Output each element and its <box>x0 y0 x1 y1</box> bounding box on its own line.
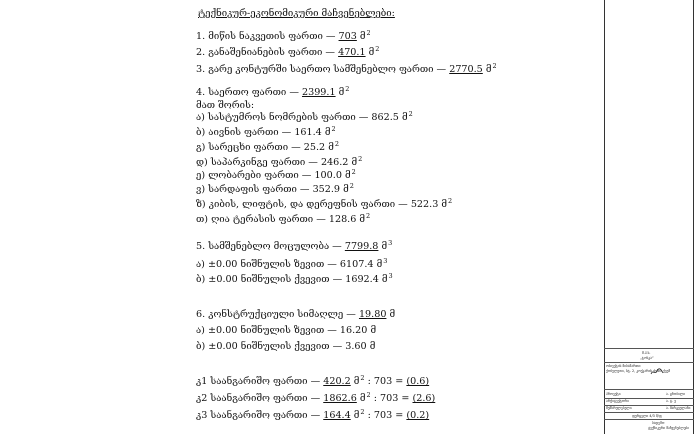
coefficient-colon: : <box>367 376 371 387</box>
title-block-line <box>604 362 694 363</box>
row-letter: დ) <box>196 157 208 168</box>
item-value: 703 <box>338 31 357 42</box>
row-value: 522.3 <box>410 199 439 210</box>
item-building-volume <box>196 241 392 253</box>
coefficient-unit: მ <box>359 393 366 404</box>
coefficient-equals: = <box>401 393 410 404</box>
row-unit-exponent: 2 <box>447 197 453 205</box>
row-label: ±0.00 ნიშნულის ქვევით — <box>208 274 343 285</box>
area-breakdown-row <box>196 184 354 196</box>
item-structural-height <box>196 309 395 321</box>
coefficient-value: 420.2 <box>323 376 351 387</box>
item-value: 2770.5 <box>449 64 483 75</box>
coefficient-divisor: 703 <box>373 376 393 387</box>
row-unit-exponent: 2 <box>334 140 339 148</box>
frame-line-inner <box>693 0 694 434</box>
title-block-footer-stage: სადემო <box>652 421 665 425</box>
row-unit: მ <box>351 157 358 168</box>
item-land-area <box>196 31 371 43</box>
item-unit-exponent: 3 <box>388 239 393 247</box>
coefficient-colon: : <box>367 410 371 421</box>
item-number: 2. <box>196 47 206 58</box>
coefficient-code: კ3 <box>196 410 208 421</box>
row-label: ±0.00 ნიშნულის ზევით — <box>208 259 337 270</box>
row-letter: ვ) <box>196 184 206 195</box>
volume-row <box>196 259 387 271</box>
row-letter: ა) <box>196 325 205 336</box>
title-block-person: ა. ცნობილი <box>666 392 686 396</box>
row-label: ±0.00 ნიშნულის ქვევით — <box>208 341 343 352</box>
coefficient-result: (0.6) <box>406 376 430 387</box>
row-letter: ბ) <box>196 274 206 285</box>
coefficient-result: (0.2) <box>406 410 430 421</box>
row-unit-exponent: 2 <box>349 182 354 190</box>
coefficient-unit-exponent: 2 <box>360 374 365 382</box>
title-block-line <box>604 419 694 420</box>
height-row <box>196 325 376 337</box>
row-value: 25.2 <box>303 142 326 153</box>
signature-mark <box>650 368 664 376</box>
row-unit-exponent: 2 <box>366 212 371 220</box>
coefficient-row <box>196 410 429 422</box>
title-block-person: ა. მარგველანი <box>666 406 691 410</box>
coefficient-result: (2.6) <box>412 393 436 404</box>
item-unit-exponent: 2 <box>492 62 497 70</box>
title-block-line <box>604 389 694 390</box>
item-number: 3. <box>196 64 206 75</box>
area-breakdown-row <box>196 170 356 182</box>
item-number: 1. <box>196 31 206 42</box>
title-block-role: შემსრულებელი <box>606 406 632 410</box>
area-breakdown-row <box>196 112 413 124</box>
row-unit: მ <box>376 259 383 270</box>
item-label: სამშენებლო მოცულობა — <box>208 241 342 252</box>
coefficient-colon: : <box>373 393 377 404</box>
coefficient-unit-exponent: 2 <box>360 408 365 416</box>
row-unit: მ <box>401 112 408 123</box>
frame-line-outer <box>604 0 605 434</box>
row-unit-exponent: 3 <box>383 257 388 265</box>
row-unit: მ <box>324 127 331 138</box>
row-letter: თ) <box>196 214 209 225</box>
row-unit: მ <box>370 325 377 336</box>
row-label: ღია ტერასის ფართი — <box>211 214 326 225</box>
item-label: მიწის ნაკვეთის ფართი — <box>208 31 336 42</box>
row-value: 1692.4 <box>345 274 379 285</box>
title-block-person: ა. ტ. ვ <box>666 399 676 403</box>
coefficient-divisor: 703 <box>373 410 393 421</box>
area-breakdown-row <box>196 127 336 139</box>
coefficient-row <box>196 393 435 405</box>
coefficient-equals: = <box>395 410 404 421</box>
title-block-role: პროექტი <box>606 392 621 396</box>
row-unit-exponent: 3 <box>388 272 393 280</box>
row-label: ±0.00 ნიშნულის ზევით — <box>208 325 337 336</box>
row-label: კიბის, ლიფტის, და დერეფნის ფართი — <box>208 199 408 210</box>
title-block-sheet-number: ფურცელი 4/3 მ/ფ <box>632 414 662 418</box>
item-built-area <box>196 47 379 59</box>
row-letter: ე) <box>196 170 206 181</box>
coefficient-row <box>196 376 429 388</box>
title-block-address: ქობულეთი, სტ. 2, კოქკარის ქუჩის ქვეშ <box>606 369 671 373</box>
row-letter: ბ) <box>196 127 206 138</box>
row-unit-exponent: 2 <box>351 168 356 176</box>
area-breakdown-row <box>196 214 370 226</box>
height-row <box>196 341 375 353</box>
coefficient-value: 1862.6 <box>323 393 357 404</box>
coefficient-unit: მ <box>353 376 360 387</box>
volume-row <box>196 274 393 286</box>
row-value: 16.20 <box>339 325 368 336</box>
item-unit: მ <box>485 64 492 75</box>
title-block-footer-title: ტექნიკური მაჩვენებლები <box>648 426 690 430</box>
row-label: აივნის ფართი — <box>208 127 292 138</box>
area-breakdown-row <box>196 142 339 154</box>
title-block-company: შ.პ.ს. <box>642 351 651 355</box>
item-value: 7799.8 <box>344 241 379 252</box>
item-gross-area <box>196 64 497 76</box>
area-breakdown-row <box>196 157 362 169</box>
row-unit: მ <box>344 170 351 181</box>
coefficient-unit: მ <box>353 410 360 421</box>
row-unit: მ <box>369 341 376 352</box>
item-unit-exponent: 2 <box>345 85 350 93</box>
item-number: 4. <box>196 87 206 98</box>
total-subheading: მათ შორის: <box>196 100 255 111</box>
row-label: სარდაფის ფართი — <box>208 184 310 195</box>
coefficient-unit-exponent: 2 <box>366 391 371 399</box>
item-number: 6. <box>196 309 206 320</box>
row-value: 246.2 <box>320 157 349 168</box>
row-letter: ა) <box>196 112 205 123</box>
row-value: 128.6 <box>328 214 357 225</box>
row-label: სარეცხი ფართი — <box>208 142 301 153</box>
title-block-address-label: ობიექტის მისამართი: <box>606 364 642 368</box>
coefficient-value: 164.4 <box>323 410 351 421</box>
item-number: 5. <box>196 241 206 252</box>
item-unit: მ <box>389 309 396 320</box>
row-letter: გ) <box>196 142 206 153</box>
row-value: 161.4 <box>294 127 322 138</box>
row-unit-exponent: 2 <box>358 155 363 163</box>
row-label: სასტუმროს ნომრების ფართი — <box>208 112 369 123</box>
row-unit: მ <box>381 274 388 285</box>
item-label: გარე კონტურში საერთო სამშენებლო ფართი — <box>208 64 447 75</box>
row-label: საპარკინგე ფართი — <box>210 157 318 168</box>
coefficient-label: საანგარიშო ფართი — <box>210 376 321 387</box>
row-unit: მ <box>441 199 447 210</box>
area-breakdown-row <box>196 199 452 211</box>
coefficient-label: საანგარიშო ფართი — <box>210 410 321 421</box>
row-letter: ბ) <box>196 341 206 352</box>
item-unit: მ <box>381 241 388 252</box>
item-unit-exponent: 2 <box>375 45 380 53</box>
item-unit: მ <box>359 31 366 42</box>
item-value: 470.1 <box>338 47 366 58</box>
row-value: 6107.4 <box>339 259 374 270</box>
coefficient-divisor: 703 <box>380 393 399 404</box>
item-unit-exponent: 2 <box>366 29 371 37</box>
coefficient-label: საანგარიშო ფართი — <box>210 393 321 404</box>
title-block-role: არქიტექტორი <box>606 399 629 403</box>
item-label: საერთო ფართი — <box>208 87 299 98</box>
row-unit-exponent: 2 <box>408 110 413 118</box>
item-total-area <box>196 87 349 99</box>
row-value: 100.0 <box>314 170 342 181</box>
row-unit-exponent: 2 <box>331 125 336 133</box>
title-block-project-name: „ტოსკა“ <box>640 356 654 360</box>
row-value: 352.9 <box>312 184 341 195</box>
title-block-top-line <box>604 348 694 349</box>
row-unit: მ <box>343 184 349 195</box>
item-unit: მ <box>338 87 345 98</box>
row-letter: ა) <box>196 259 205 270</box>
row-letter: ზ) <box>196 199 206 210</box>
row-value: 862.5 <box>371 112 399 123</box>
title-block-line <box>604 412 694 413</box>
row-unit: მ <box>359 214 366 225</box>
page-heading: ტექნიკურ-ეკონომიკური მაჩვენებლები: <box>198 8 395 19</box>
row-label: ლობარები ფართი — <box>208 170 312 181</box>
row-unit: მ <box>328 142 334 153</box>
item-value: 19.80 <box>358 309 387 320</box>
row-value: 3.60 <box>345 341 367 352</box>
item-label: კონსტრუქციული სიმაღლე — <box>208 309 356 320</box>
coefficient-equals: = <box>395 376 404 387</box>
coefficient-code: კ2 <box>196 393 208 404</box>
item-value: 2399.1 <box>301 87 336 98</box>
item-label: განაშენიანების ფართი — <box>208 47 336 58</box>
coefficient-code: კ1 <box>196 376 208 387</box>
item-unit: მ <box>368 47 375 58</box>
